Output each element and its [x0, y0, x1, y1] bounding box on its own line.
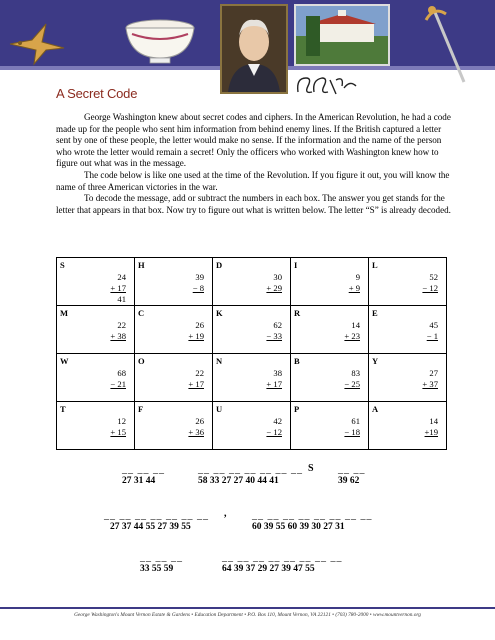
cell-number-b: − 8	[192, 283, 204, 293]
mansion-figure	[296, 6, 388, 64]
cell-numbers	[242, 320, 282, 342]
grid-row	[57, 354, 447, 402]
grid-row	[57, 402, 447, 450]
cell-number-b: + 17	[188, 379, 204, 389]
cell-number-a: 22	[195, 368, 204, 378]
cell-number-b: + 38	[110, 331, 126, 341]
cell-letter: A	[372, 404, 379, 414]
code-cell-k	[213, 306, 291, 354]
answer-blanks: __ __ __ __ __ __ __ __	[252, 510, 373, 521]
code-cell-c	[135, 306, 213, 354]
cell-number-b: − 21	[110, 379, 126, 389]
cell-number-b: + 17	[110, 283, 126, 293]
answer-blanks: __ __ __ __ __ __ __ __	[222, 552, 343, 563]
cell-numbers	[86, 320, 126, 342]
grid-row	[57, 306, 447, 354]
cell-letter: O	[138, 356, 145, 366]
answer-blanks: __ __ __	[122, 464, 165, 475]
cell-number-b: + 15	[110, 427, 126, 437]
code-cell-i	[291, 258, 369, 306]
code-numbers: 60 39 55 60 39 30 27 31	[252, 522, 345, 532]
cell-letter: W	[60, 356, 69, 366]
cell-number-b: + 17	[266, 379, 282, 389]
cell-letter: M	[60, 308, 69, 318]
cell-number-b: + 36	[188, 427, 204, 437]
code-cell-a	[369, 402, 447, 450]
cell-number-b: + 19	[188, 331, 204, 341]
cell-number-b: + 23	[344, 331, 360, 341]
intro-paragraph-3: To decode the message, add or subtract the numbers in each box. The answer you get stands for the letter that appears in that box. Now try to figure out what is written below. The letter “S” is already decoded.	[56, 193, 451, 215]
cell-number-b: + 29	[266, 283, 282, 293]
cell-letter: Y	[372, 356, 379, 366]
cell-number-a: 14	[429, 416, 438, 426]
code-cell-t	[57, 402, 135, 450]
cell-letter: I	[294, 260, 298, 270]
cell-number-a: 9	[355, 272, 360, 282]
answer-blanks: __ __ __ __ __ __ __	[198, 464, 303, 475]
cell-letter: R	[294, 308, 301, 318]
page-title: A Secret Code	[56, 86, 138, 101]
mount-vernon-mansion-photo	[294, 4, 390, 66]
code-cell-r	[291, 306, 369, 354]
cell-letter: L	[372, 260, 378, 270]
cell-number-a: 62	[273, 320, 282, 330]
answer-blanks: __ __	[338, 464, 366, 475]
decoded-letter: S	[308, 463, 314, 474]
sword-icon	[418, 2, 478, 88]
cell-number-a: 22	[117, 320, 126, 330]
cell-number-b: − 1	[426, 331, 438, 341]
cell-number-a: 39	[195, 272, 204, 282]
cell-number-a: 26	[195, 320, 204, 330]
cell-letter: C	[138, 308, 145, 318]
cell-number-a: 24	[117, 272, 126, 282]
cell-number-a: 14	[351, 320, 360, 330]
cell-number-b: − 12	[266, 427, 282, 437]
code-cell-h	[135, 258, 213, 306]
code-numbers: 33 55 59	[140, 564, 174, 574]
code-numbers: 27 31 44	[122, 476, 156, 486]
answer-blanks: __ __ __ __ __ __ __	[104, 510, 209, 521]
cell-numbers	[398, 320, 438, 342]
code-cell-s	[57, 258, 135, 306]
cell-letter: S	[60, 260, 65, 270]
answer-blanks: __ __ __	[140, 552, 183, 563]
cell-numbers	[164, 320, 204, 342]
cell-numbers	[242, 368, 282, 390]
code-cell-w	[57, 354, 135, 402]
cell-number-a: 61	[351, 416, 360, 426]
intro-text	[56, 112, 456, 216]
code-numbers: 58 33 27 27 40 44 41	[198, 476, 279, 486]
cell-letter: E	[372, 308, 378, 318]
cell-number-a: 27	[429, 368, 438, 378]
cell-number-b: + 9	[348, 283, 360, 293]
george-washington-portrait	[220, 4, 288, 94]
cell-numbers	[320, 368, 360, 390]
cell-numbers	[242, 416, 282, 438]
code-cell-b	[291, 354, 369, 402]
code-numbers: 27 37 44 55 27 39 55	[110, 522, 191, 532]
intro-paragraph-1: George Washington knew about secret codes and ciphers. In the American Revolution, he had a code made up for the people who sent him information from behind enemy lines. If the British captured a letter sent by one of these people, the letter would make no sense. If the information and the name of the person who wrote the letter would remain a secret! Only the officers who worked with Washington knew how to figure out what was in the message.	[56, 112, 451, 169]
cell-number-b: + 37	[422, 379, 438, 389]
footer-text: George Washington's Mount Vernon Estate & Gardens • Education Department • P.O. Box 110, Mount Vernon, VA 22121 • (703) 780-2000 • www.mountvernon.org	[74, 612, 421, 618]
cell-number-a: 26	[195, 416, 204, 426]
code-cell-o	[135, 354, 213, 402]
cell-numbers	[320, 272, 360, 294]
washington-signature-icon	[292, 72, 362, 100]
code-numbers: 64 39 37 29 27 39 47 55	[222, 564, 315, 574]
eagle-weathervane-icon	[6, 14, 70, 78]
comma-mark: ,	[224, 508, 227, 519]
cell-number-a: 42	[273, 416, 282, 426]
cell-numbers	[320, 320, 360, 342]
cell-letter: P	[294, 404, 300, 414]
portrait-figure	[222, 6, 286, 92]
cell-numbers	[398, 272, 438, 294]
cell-number-a: 83	[351, 368, 360, 378]
intro-paragraph-2: The code below is like one used at the time of the Revolution. If you figure it out, you will know the name of three American victories in the war.	[56, 169, 450, 192]
code-cell-l	[369, 258, 447, 306]
cell-letter: D	[216, 260, 223, 270]
footer-divider	[0, 607, 495, 609]
code-grid	[56, 257, 447, 450]
grid-row	[57, 258, 447, 306]
cell-numbers	[164, 416, 204, 438]
cell-letter: N	[216, 356, 223, 366]
code-cell-n	[213, 354, 291, 402]
porcelain-bowl-icon	[120, 10, 200, 66]
cell-letter: H	[138, 260, 145, 270]
cell-number-a: 12	[117, 416, 126, 426]
cell-numbers	[164, 272, 204, 294]
cell-letter: B	[294, 356, 300, 366]
cell-numbers	[86, 416, 126, 438]
code-cell-d	[213, 258, 291, 306]
code-cell-e	[369, 306, 447, 354]
cell-numbers	[398, 416, 438, 438]
cell-number-b: +19	[424, 427, 438, 437]
cell-number-a: 30	[273, 272, 282, 282]
cell-number-b: − 12	[422, 283, 438, 293]
cell-number-a: 38	[273, 368, 282, 378]
cell-numbers	[86, 272, 126, 305]
cell-result: 41	[117, 294, 126, 304]
cell-numbers	[164, 368, 204, 390]
cell-letter: U	[216, 404, 223, 414]
code-cell-u	[213, 402, 291, 450]
cell-letter: T	[60, 404, 66, 414]
code-cell-p	[291, 402, 369, 450]
cell-letter: K	[216, 308, 223, 318]
cell-number-a: 52	[429, 272, 438, 282]
code-cell-y	[369, 354, 447, 402]
cell-number-b: − 33	[266, 331, 282, 341]
cell-number-b: − 18	[344, 427, 360, 437]
cell-number-a: 45	[429, 320, 438, 330]
cell-letter: F	[138, 404, 144, 414]
code-numbers: 39 62	[338, 476, 360, 486]
cell-numbers	[86, 368, 126, 390]
cell-numbers	[320, 416, 360, 438]
code-cell-f	[135, 402, 213, 450]
cell-number-b: − 25	[344, 379, 360, 389]
code-cell-m	[57, 306, 135, 354]
cell-number-a: 68	[117, 368, 126, 378]
cell-numbers	[398, 368, 438, 390]
cell-numbers	[242, 272, 282, 294]
